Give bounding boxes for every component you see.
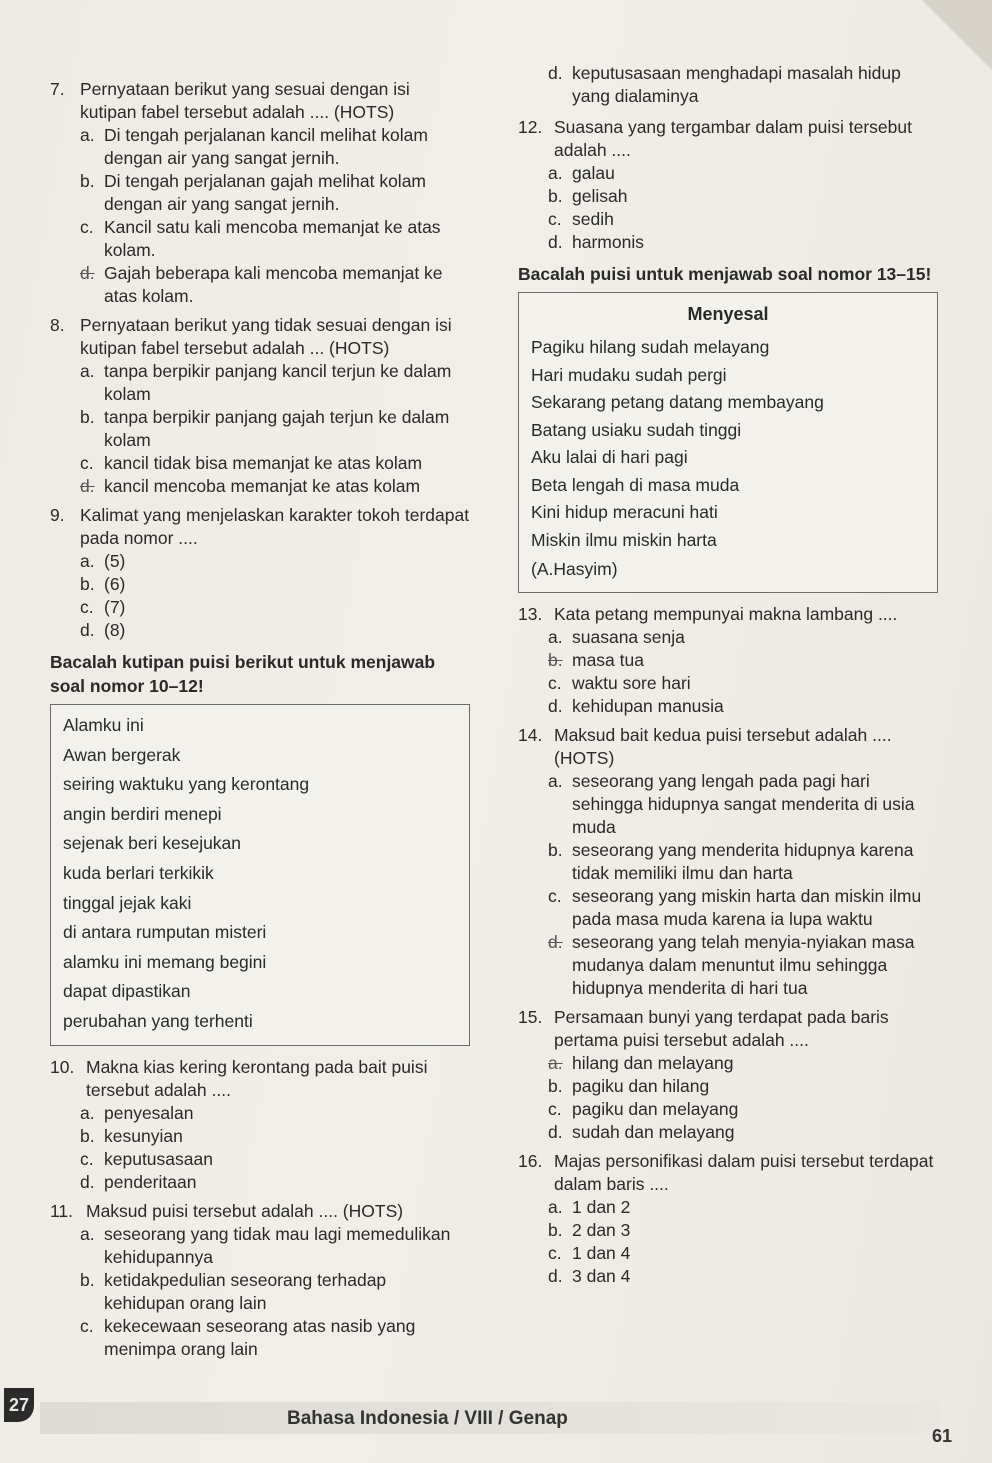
poem-line: Aku lalai di hari pagi (531, 447, 688, 467)
option-c: c. 1 dan 4 (548, 1242, 631, 1263)
question-11 (50, 1200, 470, 1361)
option-c: c. (7) (80, 597, 126, 617)
option-a: a. tanpa berpikir panjang kancil terjun ke dalam kolam (80, 361, 452, 404)
option-d: d. harmonis (548, 232, 644, 252)
option-d-marked: d. Gajah beberapa kali mencoba memanjat ke atas kolam. (80, 263, 443, 306)
poem-line: Batang usiaku sudah tinggi (531, 419, 742, 440)
question-number: 10. (50, 1056, 75, 1077)
poem-line: sejenak beri kesejukan (63, 833, 242, 854)
option-b: b. pagiku dan hilang (548, 1075, 710, 1096)
option-d: d. kehidupan manusia (548, 695, 724, 716)
option-d-marked: d. kancil mencoba memanjat ke atas kolam (80, 476, 421, 496)
poem-line: dapat dipastikan (63, 981, 191, 1002)
poem-line: di antara rumputan misteri (63, 922, 267, 943)
poem-line: Pagiku hilang sudah melayang (531, 337, 770, 357)
option-c: c. pagiku dan melayang (548, 1098, 739, 1119)
option-a-marked: a. hilang dan melayang (548, 1052, 734, 1073)
option-a: a. seseorang yang lengah pada pagi hari sehingga hidupnya sangat menderita di usia muda (548, 770, 915, 837)
question-text: Majas personifikasi dalam puisi tersebut terdapat dalam baris .... (554, 1150, 934, 1194)
question-text: Suasana yang tergambar dalam puisi tersebut adalah .... (554, 117, 912, 160)
option-b: b. 2 dan 3 (548, 1219, 631, 1240)
question-number: 14. (518, 724, 543, 745)
option-b-marked: b. masa tua (548, 649, 644, 670)
question-text: Maksud puisi tersebut adalah .... (HOTS) (86, 1200, 404, 1221)
poem-line: Kini hidup meracuni hati (531, 502, 718, 522)
question-text: Makna kias kering kerontang pada bait puisi tersebut adalah .... (86, 1056, 428, 1100)
poem-line: alamku ini memang begini (63, 951, 267, 972)
question-number: 15. (518, 1006, 543, 1027)
poem-line: angin berdiri menepi (63, 803, 222, 824)
page-fold (922, 0, 992, 70)
question-text: Persamaan bunyi yang terdapat pada baris pertama puisi tersebut adalah .... (554, 1006, 889, 1050)
page-footer (0, 1390, 992, 1450)
poem-line: Miskin ilmu miskin harta (531, 529, 717, 550)
poem-line: tinggal jejak kaki (63, 892, 192, 913)
poem-line: seiring waktuku yang kerontang (63, 774, 310, 795)
question-15 (518, 1006, 938, 1144)
question-13 (518, 603, 938, 718)
poem-line: kuda berlari terkikik (63, 862, 214, 883)
question-text: Kata petang mempunyai makna lambang .... (554, 603, 898, 624)
poem-line: perubahan yang terhenti (63, 1010, 253, 1031)
option-d: d. sudah dan melayang (548, 1121, 735, 1142)
question-number: 13. (518, 603, 543, 624)
option-d: d. (8) (80, 620, 126, 640)
corner-number-badge: 27 (4, 1388, 34, 1422)
poem-line: Awan bergerak (63, 744, 181, 765)
option-b: b. tanpa berpikir panjang gajah terjun ke dalam kolam (80, 407, 450, 450)
page-number: 61 (932, 1426, 953, 1446)
question-text: Maksud bait kedua puisi tersebut adalah .... (HOTS) (554, 724, 892, 768)
poem-line: Sekarang petang datang membayang (531, 392, 824, 412)
option-a: a. Di tengah perjalanan kancil melihat kolam dengan air yang sangat jernih. (80, 125, 428, 168)
poem-line: Hari mudaku sudah pergi (531, 364, 727, 385)
question-10 (50, 1056, 470, 1194)
instruction-poem-1: Bacalah kutipan puisi berikut untuk menjawab soal nomor 10–12! (50, 652, 436, 696)
poem-box-menyesal (518, 292, 938, 593)
option-b: b. (6) (80, 574, 126, 594)
option-c: c. seseorang yang miskin harta dan miskin ilmu pada masa muda karena ia lupa waktu (548, 885, 922, 929)
question-number: 9. (50, 505, 65, 525)
option-b: b. ketidakpedulian seseorang terhadap kehidupan orang lain (80, 1269, 387, 1313)
option-b: b. seseorang yang menderita hidupnya karena tidak memiliki ilmu dan harta (548, 839, 914, 883)
option-c: c. kancil tidak bisa memanjat ke atas kolam (80, 453, 423, 473)
question-14 (518, 724, 938, 1000)
left-column (50, 78, 470, 1367)
question-12 (518, 116, 938, 254)
poem-author: (A.Hasyim) (531, 559, 618, 579)
question-7 (50, 78, 470, 308)
footer-title: Bahasa Indonesia / VIII / Genap (287, 1408, 568, 1429)
poem-line: Alamku ini (63, 715, 144, 735)
option-a: a. seseorang yang tidak mau lagi memedulikan kehidupannya (80, 1223, 451, 1267)
question-text: Kalimat yang menjelaskan karakter tokoh terdapat pada nomor .... (80, 505, 470, 548)
question-number: 8. (50, 315, 65, 335)
option-c: c. Kancil satu kali mencoba memanjat ke atas kolam. (80, 217, 441, 260)
option-a: a. galau (548, 163, 615, 183)
option-c: c. keputusasaan (80, 1148, 213, 1169)
question-16 (518, 1150, 938, 1288)
question-number: 16. (518, 1150, 543, 1171)
poem-line: Beta lengah di masa muda (531, 474, 740, 495)
instruction-poem-2: Bacalah puisi untuk menjawab soal nomor 13–15! (518, 264, 932, 284)
question-text: Pernyataan berikut yang tidak sesuai dengan isi kutipan fabel tersebut adalah ... (HOTS) (80, 315, 452, 358)
option-a: a. (5) (80, 551, 126, 571)
option-d: d. penderitaan (80, 1171, 197, 1192)
right-column (518, 62, 938, 1294)
question-11-option-d: d. keputusasaan menghadapi masalah hidup yang dialaminya (548, 63, 901, 106)
option-b: b. gelisah (548, 186, 628, 206)
poem-title: Menyesal (687, 304, 769, 324)
option-c: c. kekecewaan seseorang atas nasib yang menimpa orang lain (80, 1315, 416, 1359)
poem-box-alamku (50, 704, 470, 1046)
option-d-marked: d. seseorang yang telah menyia-nyiakan masa mudanya dalam menuntut ilmu sehingga hidupnya menderita di hari tua (548, 931, 915, 998)
option-a: a. 1 dan 2 (548, 1196, 631, 1217)
option-a: a. penyesalan (80, 1102, 194, 1123)
option-d: d. 3 dan 4 (548, 1265, 631, 1286)
option-b: b. kesunyian (80, 1125, 183, 1146)
option-a: a. suasana senja (548, 626, 685, 647)
option-c: c. sedih (548, 209, 614, 229)
question-9 (50, 504, 470, 642)
question-number: 11. (50, 1200, 74, 1221)
question-number: 7. (50, 79, 65, 99)
question-text: Pernyataan berikut yang sesuai dengan isi kutipan fabel tersebut adalah .... (HOTS) (80, 79, 410, 122)
question-number: 12. (518, 117, 543, 137)
option-b: b. Di tengah perjalanan gajah melihat kolam dengan air yang sangat jernih. (80, 171, 427, 214)
question-8 (50, 314, 470, 498)
option-c: c. waktu sore hari (548, 672, 691, 693)
